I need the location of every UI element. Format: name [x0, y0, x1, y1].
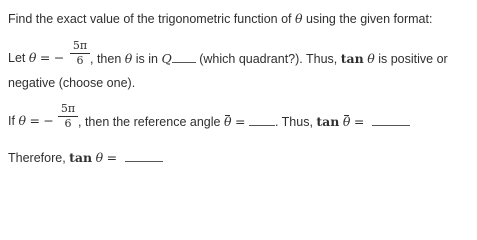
reference-angle-blank[interactable]	[249, 113, 275, 126]
theta-bar-symbol: θ	[342, 114, 351, 129]
negative-choose-text: negative (choose one).	[8, 76, 136, 90]
angle-fraction-2	[58, 103, 78, 130]
positive-or-text: is positive or	[378, 52, 448, 66]
tan-function: tan	[340, 51, 364, 66]
thus-text: . Thus,	[274, 115, 313, 129]
theta-symbol: θ	[367, 51, 375, 66]
quadrant-line	[90, 50, 448, 67]
equals-sign: =	[234, 114, 246, 129]
minus-sign: −	[53, 50, 65, 65]
instruction-text-b: using the given format:	[306, 12, 433, 26]
fraction-denominator: 6	[76, 54, 84, 67]
let-label: Let	[8, 51, 26, 65]
if-theta-line	[8, 113, 54, 129]
let-theta-line	[8, 50, 64, 66]
angle-fraction	[70, 40, 90, 67]
reference-angle-text: , then the reference angle	[78, 115, 221, 129]
reference-angle-line	[78, 113, 410, 130]
which-quadrant-text: (which quadrant?). Thus,	[199, 52, 338, 66]
quadrant-blank[interactable]	[172, 50, 196, 63]
then-text: , then	[90, 52, 122, 66]
fraction-numerator: 5π	[72, 39, 88, 52]
therefore-text: Therefore,	[8, 151, 66, 165]
equals-sign: =	[39, 50, 51, 65]
is-in-text: is in	[135, 52, 159, 66]
equals-sign: =	[353, 114, 365, 129]
negative-choose-line	[8, 75, 135, 91]
quadrant-letter: Q	[161, 51, 172, 66]
instruction-text-a: Find the exact value of the trigonometric function of	[8, 12, 292, 26]
theta-symbol: θ	[28, 50, 37, 65]
theta-symbol: θ	[294, 11, 303, 26]
theta-symbol: θ	[95, 150, 104, 165]
equals-sign: =	[106, 150, 118, 165]
theta-bar-symbol: θ	[223, 114, 232, 129]
tan-reference-blank[interactable]	[372, 113, 410, 126]
equals-sign: =	[29, 113, 40, 128]
fraction-denominator: 6	[64, 117, 72, 130]
tan-function: tan	[316, 114, 340, 129]
instruction-line	[8, 11, 432, 27]
if-label: If	[8, 114, 15, 128]
final-answer-blank[interactable]	[125, 149, 163, 162]
theta-symbol: θ	[18, 113, 26, 128]
tan-function: tan	[69, 150, 93, 165]
therefore-line	[8, 149, 163, 166]
fraction-numerator: 5π	[60, 102, 76, 115]
theta-symbol: θ	[124, 51, 133, 66]
minus-sign: −	[43, 113, 54, 128]
